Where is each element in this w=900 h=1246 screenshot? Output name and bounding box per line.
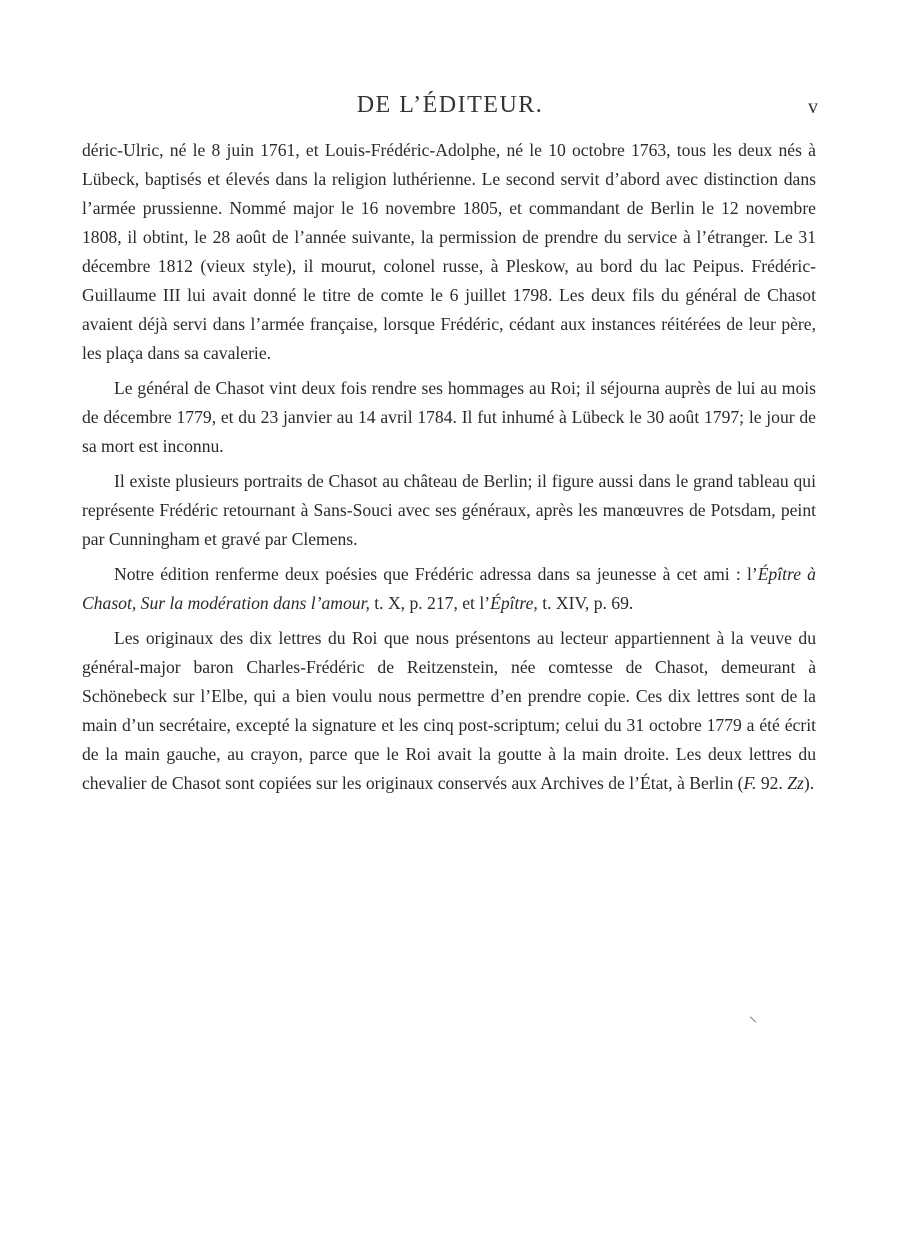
paragraph-5-ref-b: Zz (787, 773, 804, 793)
body-text (82, 136, 816, 798)
running-head (0, 92, 900, 126)
paragraph-5-text-c: ). (803, 773, 815, 793)
paragraph-2: Le général de Chasot vint deux fois rendre ses hommages au Roi; il séjourna auprès de lui au mois de décembre 1779, et du 23 janvier au 14 avril 1784. Il fut inhumé à Lübeck le 30 août 1797; le jour de sa mort est inconnu. (82, 378, 816, 456)
paragraph-4-title-b: Épître, (490, 593, 538, 613)
paragraph-3: Il existe plusieurs portraits de Chasot au château de Berlin; il figure aussi dans le grand tableau qui représente Frédéric retournant à Sans-Souci avec ses généraux, après les manœuvres de Potsdam, peint par Cunningham et gravé par Clemens. (82, 471, 816, 549)
paragraph-5-ref-a: F. (743, 773, 757, 793)
paragraph-5 (82, 624, 816, 798)
page-number: v (808, 96, 818, 118)
paragraph-4-title-a: Épître à Chasot, Sur la modération dans l’amour, (82, 564, 816, 613)
paragraph-4-text-b: t. X, p. 217, et l’ (369, 593, 491, 613)
paragraph-1: déric-Ulric, né le 8 juin 1761, et Louis-Frédéric-Adolphe, né le 10 octobre 1763, tous les deux nés à Lübeck, baptisés et élevés dans la religion luthérienne. Le second servit d’abord avec distinction dans l’armée prussienne. Nommé major le 16 novembre 1805, et commandant de Berlin le 12 novembre 1808, il obtint, le 28 août de l’année suivante, la permission de prendre du service à l’étranger. Le 31 décembre 1812 (vieux style), il mourut, colonel russe, à Pleskow, au bord du lac Peipus. Frédéric-Guillaume III lui avait donné le titre de comte le 6 juillet 1798. Les deux fils du général de Chasot avaient déjà servi dans l’armée française, lorsque Frédéric, cédant aux instances réitérées de leur père, les plaça dans sa cavalerie. (82, 140, 816, 363)
paragraph-4-text-a: Notre édition renferme deux poésies que Frédéric adressa dans sa jeunesse à cet ami : l’ (114, 564, 758, 584)
paragraph-5-text-b: 92. (756, 773, 788, 793)
stray-ink-mark (750, 1016, 756, 1022)
paragraph-4-text-c: t. XIV, p. 69. (537, 593, 634, 613)
paragraph-4 (82, 560, 816, 618)
paragraph-5-text-a: Les originaux des dix lettres du Roi que nous présentons au lecteur appartiennent à la veuve du général-major baron Charles-Frédéric de Reitzenstein, née comtesse de Chasot, demeurant à Schönebeck sur l’Elbe, qui a bien voulu nous permettre d’en prendre copie. Ces dix lettres sont de la main d’un secrétaire, excepté la signature et les cinq post-scriptum; celui du 31 octobre 1779 a été écrit de la main gauche, au crayon, parce que le Roi avait la goutte à la main droite. Les deux lettres du chevalier de Chasot sont copiées sur les originaux conservés aux Archives de l’État, à Berlin ( (82, 628, 816, 793)
running-title: DE L’ÉDITEUR. (356, 92, 544, 118)
